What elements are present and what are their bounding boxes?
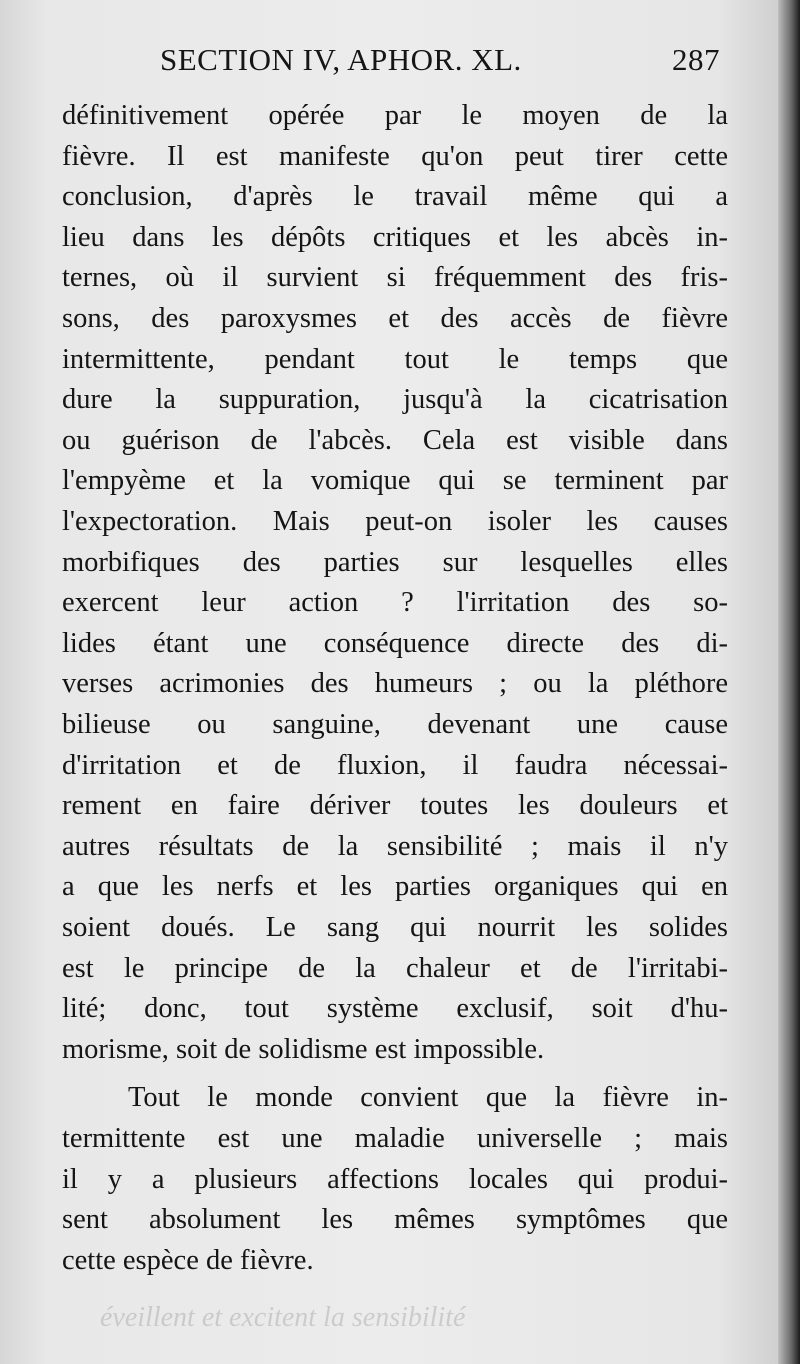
text-line: soient doués. Le sang qui nourrit les solides	[62, 912, 728, 943]
text-line: intermittente, pendant tout le temps que	[62, 343, 728, 375]
page-edge-shadow	[778, 0, 800, 1364]
text-line: lieu dans les dépôts critiques et les abcès in-	[62, 221, 728, 253]
text-line: il y a plusieurs affections locales qui produi-	[62, 1163, 728, 1195]
text-line: morisme, soit de solidisme est impossible.	[62, 1033, 545, 1065]
text-line: rement en faire dériver toutes les douleurs et	[62, 790, 728, 822]
text-line: définitivement opérée par le moyen de la	[62, 100, 728, 131]
text-line: verses acrimonies des humeurs ; ou la pléthore	[62, 668, 728, 700]
text-line: a que les nerfs et les parties organiques qui en	[62, 871, 728, 903]
text-line: bilieuse ou sanguine, devenant une cause	[62, 709, 728, 740]
text-line: l'empyème et la vomique qui se terminent par	[62, 465, 728, 497]
text-line: ou guérison de l'abcès. Cela est visible dans	[62, 424, 728, 456]
text-line: dure la suppuration, jusqu'à la cicatrisation	[62, 384, 728, 416]
text-line: termittente est une maladie universelle ; mais	[62, 1123, 728, 1154]
text-line: morbifiques des parties sur lesquelles elles	[62, 546, 728, 578]
text-line: l'expectoration. Mais peut-on isoler les causes	[62, 506, 728, 537]
text-line: conclusion, d'après le travail même qui a	[62, 181, 728, 213]
text-line: exercent leur action ? l'irritation des so-	[62, 587, 728, 619]
text-line: sent absolument les mêmes symptômes que	[62, 1204, 728, 1236]
text-line: est le principe de la chaleur et de l'irritabi-	[62, 952, 728, 984]
text-line: lité; donc, tout système exclusif, soit d'hu-	[62, 993, 728, 1025]
text-line: d'irritation et de fluxion, il faudra nécessai-	[62, 749, 728, 781]
show-through-text: éveillent et excitent la sensibilité	[100, 1302, 466, 1333]
text-line: autres résultats de la sensibilité ; mais il n'y	[62, 830, 728, 862]
text-line: ternes, où il survient si fréquemment des fris-	[62, 262, 728, 294]
text-line: fièvre. Il est manifeste qu'on peut tirer cette	[62, 140, 728, 172]
running-head: SECTION IV, APHOR. XL.	[160, 42, 522, 77]
text-line: lides étant une conséquence directe des di-	[62, 627, 728, 659]
page-number: 287	[672, 42, 720, 77]
text-line: sons, des paroxysmes et des accès de fièvre	[62, 303, 728, 334]
paragraph-first-line: Tout le monde convient que la fièvre in-	[128, 1082, 728, 1114]
text-line: cette espèce de fièvre.	[62, 1244, 314, 1276]
page-header	[160, 42, 720, 82]
